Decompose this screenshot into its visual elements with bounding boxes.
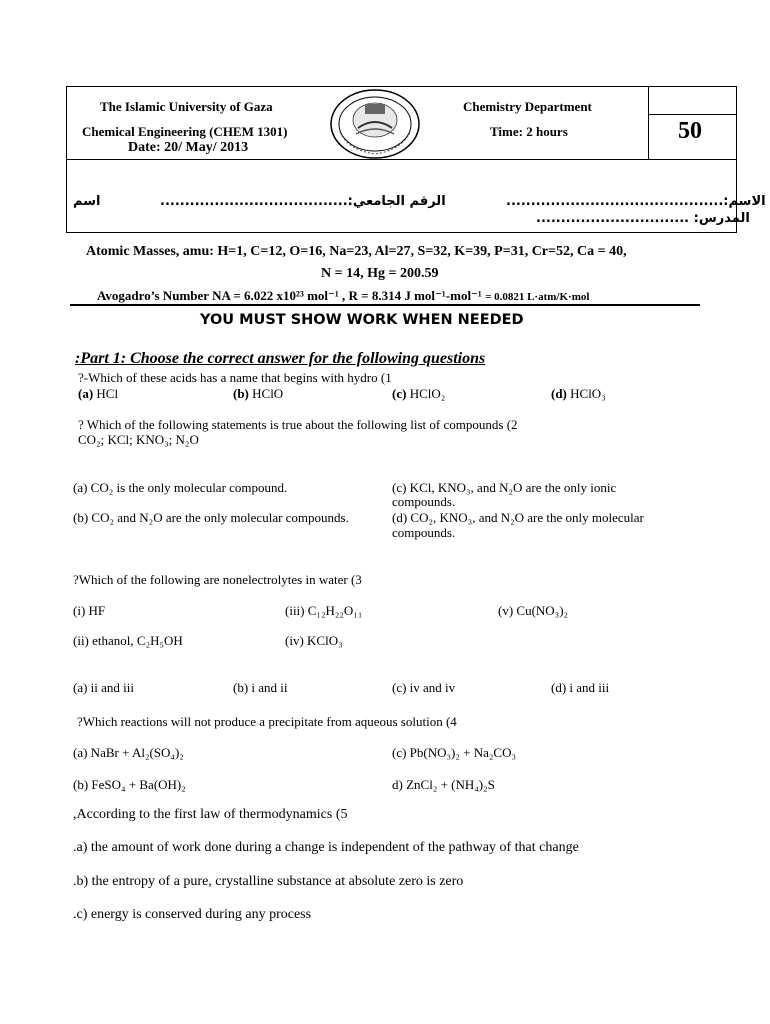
program-name: Chemical Engineering (CHEM 1301) [82, 124, 288, 139]
q1-option-a-text: HCl [96, 386, 119, 401]
question-3: ?Which of the following are nonelectrolytes in water (3 [73, 572, 362, 587]
q1-option-b-text: HClO [252, 386, 284, 401]
q1-option-a-label: (a) [78, 386, 94, 401]
total-score: 50 [678, 118, 702, 144]
question-4: ?Which reactions will not produce a precipitate from aqueous solution (4 [77, 714, 457, 729]
student-id-field[interactable]: الرقم الجامعي:...................................... [160, 194, 446, 209]
exam-time: Time: 2 hours [490, 124, 568, 139]
question-5: ,According to the first law of thermodynamics (5 [73, 807, 348, 822]
question-2: ? Which of the following statements is true about the following list of compounds (2 [78, 417, 518, 432]
q4-option-c[interactable]: (c) Pb(NO₃)₂ + Na₂CO₃ [392, 745, 517, 760]
q1-option-d-text: HClO₃ [570, 386, 606, 401]
q5-option-c[interactable]: .c) energy is conserved during any process [73, 907, 312, 922]
q4-option-b[interactable]: (b) FeSO₄ + Ba(OH)₂ [73, 777, 186, 792]
q3-option-c[interactable]: (c) iv and iv [392, 680, 456, 695]
q2-option-a[interactable]: (a) CO₂ is the only molecular compound. [73, 480, 288, 495]
q1-option-d[interactable] [551, 386, 606, 402]
university-name: The Islamic University of Gaza [100, 99, 273, 114]
exam-date: Date: 20/ May/ 2013 [128, 140, 249, 155]
q3-option-d[interactable]: (d) i and iii [551, 680, 610, 695]
q3-option-a[interactable]: (a) ii and iii [73, 680, 135, 695]
q1-option-c-text: HClO₂ [409, 386, 446, 401]
q1-option-b[interactable] [233, 386, 283, 402]
atomic-masses-line-2: N = 14, Hg = 200.59 [321, 266, 439, 281]
avogadro-text: Avogadro’s Number NA = 6.022 x10²³ mol⁻¹ , R = 8.314 J mol⁻¹-mol⁻¹ [97, 288, 482, 303]
gas-constant-alt: = 0.0821 L·atm/K·mol [485, 291, 590, 303]
student-name-field[interactable]: الاسم:............................................ [506, 194, 766, 209]
divider-rule [70, 304, 700, 306]
q2-option-d-cont: compounds. [392, 525, 456, 540]
q4-option-d[interactable]: d) ZnCl₂ + (NH₄)₂S [392, 777, 495, 792]
q1-option-c[interactable] [392, 386, 445, 402]
q1-option-c-label: (c) [392, 386, 407, 401]
part1-title: :Part 1: Choose the correct answer for the following questions [75, 350, 486, 367]
q3-item-iii: (iii) C₁₂H₂₂O₁₁ [285, 603, 363, 618]
instruction-heading: YOU MUST SHOW WORK WHEN NEEDED [200, 312, 524, 328]
university-seal-logo [328, 88, 422, 160]
q4-option-a[interactable]: (a) NaBr + Al₂(SO₄)₂ [73, 745, 184, 760]
score-divider [648, 114, 737, 115]
avogadro-line [97, 288, 589, 304]
q5-option-b[interactable]: .b) the entropy of a pure, crystalline substance at absolute zero is zero [73, 874, 464, 889]
q2-option-c[interactable]: (c) KCl, KNO₃, and N₂O are the only ionic [392, 480, 617, 495]
q3-item-v: (v) Cu(NO₃)₂ [498, 603, 569, 618]
q2-option-d[interactable]: (d) CO₂, KNO₃, and N₂O are the only molecular [392, 510, 644, 525]
name-label-short: اسم [73, 194, 101, 209]
atomic-masses-line: Atomic Masses, amu: H=1, C=12, O=16, Na=23, Al=27, S=32, K=39, P=31, Cr=52, Ca = 40, [86, 244, 627, 259]
q5-option-a[interactable]: .a) the amount of work done during a change is independent of the pathway of that change [73, 840, 579, 855]
q1-option-a[interactable] [78, 386, 118, 402]
q2-option-c-cont: compounds. [392, 494, 456, 509]
q1-option-b-label: (b) [233, 386, 249, 401]
q3-item-iv: (iv) KClO₃ [285, 633, 343, 648]
instructor-field[interactable]: المدرس: ............................... [536, 211, 750, 226]
department-name: Chemistry Department [463, 99, 592, 114]
q2-option-b[interactable]: (b) CO₂ and N₂O are the only molecular compounds. [73, 510, 349, 525]
q1-option-d-label: (d) [551, 386, 567, 401]
q2-compounds: CO₂; KCl; KNO₃; N₂O [78, 432, 199, 447]
q3-item-i: (i) HF [73, 603, 106, 618]
question-1: ?-Which of these acids has a name that begins with hydro (1 [78, 370, 392, 385]
q3-item-ii: (ii) ethanol, C₂H₅OH [73, 633, 183, 648]
q3-option-b[interactable]: (b) i and ii [233, 680, 288, 695]
